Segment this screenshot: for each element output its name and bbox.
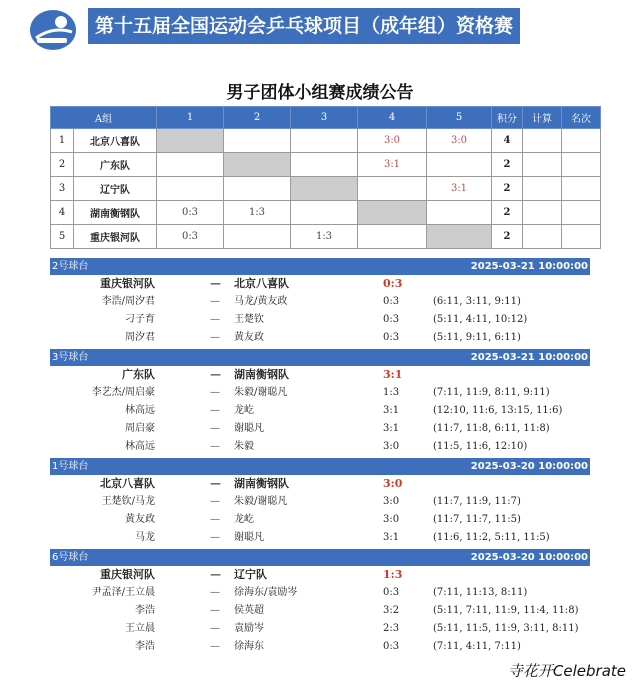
- game-scores: (7:11, 11:13, 8:11): [433, 587, 528, 598]
- game-scores: (5:11, 11:5, 11:9, 3:11, 8:11): [433, 623, 579, 634]
- away-team: 辽宁队: [234, 568, 267, 581]
- dash: —: [210, 441, 220, 452]
- home-player: 周汐君: [125, 332, 155, 343]
- calc-cell: [523, 129, 562, 153]
- home-player: 林高远: [125, 441, 155, 452]
- away-player: 马龙/黄友政: [234, 296, 288, 307]
- match-result: 0:3: [383, 641, 400, 652]
- home-team: 广东队: [122, 368, 155, 381]
- rank-cell: 3: [51, 177, 74, 201]
- place-cell: [562, 129, 601, 153]
- points-cell: 2: [492, 153, 523, 177]
- standings-table: [50, 106, 601, 249]
- away-player: 黄友政: [234, 332, 264, 343]
- team-cell: 重庆银河队: [74, 225, 157, 249]
- away-player: 王楚钦: [234, 314, 264, 325]
- score-cell: [291, 129, 358, 153]
- away-player: 朱毅: [234, 441, 254, 452]
- home-player: 王楚钦/马龙: [101, 496, 155, 507]
- dash: —: [210, 605, 220, 616]
- match-row: [50, 529, 590, 547]
- match-row: [50, 438, 590, 456]
- away-player: 徐海东/袁励岑: [234, 587, 298, 598]
- standings-row: [51, 153, 601, 177]
- standings-row: [51, 177, 601, 201]
- match-row: [50, 384, 590, 402]
- away-player: 袁励岑: [234, 623, 264, 634]
- home-player: 李浩: [135, 605, 155, 616]
- score-cell: [224, 225, 291, 249]
- standings-row: [51, 201, 601, 225]
- col-header-4: 4: [358, 107, 427, 129]
- section-header: [50, 458, 590, 475]
- home-team: 重庆银河队: [100, 568, 155, 581]
- away-player: 朱毅/谢聪凡: [234, 387, 288, 398]
- col-header-2: 2: [224, 107, 291, 129]
- score-cell: 1:3: [224, 201, 291, 225]
- team-result: 0:3: [383, 277, 403, 290]
- rank-cell: 1: [51, 129, 74, 153]
- team-result: 1:3: [383, 568, 403, 581]
- score-cell: [291, 201, 358, 225]
- self-cell: [358, 201, 427, 225]
- dash: —: [210, 496, 220, 507]
- team-result: 3:1: [383, 368, 403, 381]
- dash: —: [210, 641, 220, 652]
- game-scores: (5:11, 7:11, 11:9, 11:4, 11:8): [433, 605, 579, 616]
- match-date: 2025-03-21 10:00:00: [470, 261, 588, 272]
- match-result: 3:0: [383, 496, 400, 507]
- team-cell: 北京八喜队: [74, 129, 157, 153]
- dash: —: [210, 587, 220, 598]
- calc-cell: [523, 201, 562, 225]
- standings-row: [51, 129, 601, 153]
- away-team: 湖南衡钢队: [234, 368, 289, 381]
- col-header-1: 1: [157, 107, 224, 129]
- match-row: [50, 638, 590, 656]
- section-header: [50, 258, 590, 275]
- watermark: 寺花开Celebrate: [507, 662, 626, 680]
- match-result: 0:3: [383, 332, 400, 343]
- self-cell: [224, 153, 291, 177]
- match-date: 2025-03-20 10:00:00: [470, 461, 588, 472]
- rank-cell: 5: [51, 225, 74, 249]
- game-scores: (11:7, 11:9, 11:7): [433, 496, 521, 507]
- match-row: [50, 511, 590, 529]
- game-scores: (11:7, 11:8, 6:11, 11:8): [433, 423, 550, 434]
- game-scores: (7:11, 4:11, 7:11): [433, 641, 521, 652]
- score-cell: 0:3: [157, 201, 224, 225]
- dash: —: [210, 477, 221, 490]
- team-match-row: [50, 366, 590, 384]
- section-header: [50, 349, 590, 366]
- team-cell: 广东队: [74, 153, 157, 177]
- self-cell: [157, 129, 224, 153]
- col-header-rank: 名次: [562, 107, 601, 129]
- match-result: 3:2: [383, 605, 400, 616]
- match-row: [50, 311, 590, 329]
- place-cell: [562, 177, 601, 201]
- match-date: 2025-03-20 10:00:00: [470, 552, 588, 563]
- score-cell: 3:1: [427, 177, 492, 201]
- match-result: 2:3: [383, 623, 400, 634]
- table-label: 1号球台: [52, 461, 89, 472]
- score-cell: [358, 177, 427, 201]
- score-cell: [224, 177, 291, 201]
- rank-cell: 2: [51, 153, 74, 177]
- away-player: 谢聪凡: [234, 423, 264, 434]
- page-subtitle: 男子团体小组赛成绩公告: [226, 83, 414, 103]
- points-cell: 4: [492, 129, 523, 153]
- col-header-3: 3: [291, 107, 358, 129]
- match-result: 3:0: [383, 514, 400, 525]
- points-cell: 2: [492, 177, 523, 201]
- home-player: 马龙: [135, 532, 155, 543]
- game-scores: (11:7, 11:7, 11:5): [433, 514, 521, 525]
- self-cell: [291, 177, 358, 201]
- table-label: 2号球台: [52, 261, 89, 272]
- score-cell: 3:0: [427, 129, 492, 153]
- game-scores: (6:11, 3:11, 9:11): [433, 296, 521, 307]
- table-label: 3号球台: [52, 352, 89, 363]
- match-row: [50, 493, 590, 511]
- match-row: [50, 329, 590, 347]
- dash: —: [210, 314, 220, 325]
- team-result: 3:0: [383, 477, 403, 490]
- col-header-points: 积分: [492, 107, 523, 129]
- away-player: 侯英超: [234, 605, 264, 616]
- dash: —: [210, 623, 220, 634]
- game-scores: (12:10, 11:6, 13:15, 11:6): [433, 405, 563, 416]
- team-match-row: [50, 475, 590, 493]
- place-cell: [562, 153, 601, 177]
- away-player: 龙屹: [234, 514, 254, 525]
- score-cell: [358, 225, 427, 249]
- calc-cell: [523, 153, 562, 177]
- event-title: 第十五届全国运动会乒乓球项目（成年组）资格赛: [88, 8, 520, 44]
- away-player: 龙屹: [234, 405, 254, 416]
- table-label: 6号球台: [52, 552, 89, 563]
- place-cell: [562, 201, 601, 225]
- match-result: 0:3: [383, 587, 400, 598]
- col-header-5: 5: [427, 107, 492, 129]
- team-match-row: [50, 566, 590, 584]
- dash: —: [210, 423, 220, 434]
- match-result: 3:0: [383, 441, 400, 452]
- dash: —: [210, 368, 221, 381]
- score-cell: [157, 153, 224, 177]
- home-team: 重庆银河队: [100, 277, 155, 290]
- games-logo-icon: [28, 8, 78, 52]
- standings-header-row: [51, 107, 601, 129]
- score-cell: 3:0: [358, 129, 427, 153]
- match-row: [50, 602, 590, 620]
- dash: —: [210, 405, 220, 416]
- home-player: 黄友政: [125, 514, 155, 525]
- dash: —: [210, 387, 220, 398]
- score-cell: 0:3: [157, 225, 224, 249]
- home-player: 尹孟泽/王立晨: [91, 587, 155, 598]
- score-cell: [291, 153, 358, 177]
- match-result: 0:3: [383, 314, 400, 325]
- calc-cell: [523, 177, 562, 201]
- rank-cell: 4: [51, 201, 74, 225]
- dash: —: [210, 514, 220, 525]
- home-player: 李艺杰/周启豪: [91, 387, 155, 398]
- home-player: 李浩: [135, 641, 155, 652]
- match-row: [50, 420, 590, 438]
- game-scores: (5:11, 4:11, 10:12): [433, 314, 528, 325]
- match-row: [50, 402, 590, 420]
- away-team: 北京八喜队: [234, 277, 289, 290]
- away-player: 徐海东: [234, 641, 264, 652]
- calc-cell: [523, 225, 562, 249]
- team-match-row: [50, 275, 590, 293]
- match-row: [50, 293, 590, 311]
- match-result: 3:1: [383, 423, 400, 434]
- col-header-calc: 计算: [523, 107, 562, 129]
- score-cell: 1:3: [291, 225, 358, 249]
- dash: —: [210, 277, 221, 290]
- team-cell: 辽宁队: [74, 177, 157, 201]
- match-result: 0:3: [383, 296, 400, 307]
- game-scores: (5:11, 9:11, 6:11): [433, 332, 521, 343]
- home-team: 北京八喜队: [100, 477, 155, 490]
- match-result: 3:1: [383, 532, 400, 543]
- home-player: 周启豪: [125, 423, 155, 434]
- section-header: [50, 549, 590, 566]
- score-cell: [427, 153, 492, 177]
- points-cell: 2: [492, 201, 523, 225]
- game-scores: (11:6, 11:2, 5:11, 11:5): [433, 532, 550, 543]
- match-date: 2025-03-21 10:00:00: [470, 352, 588, 363]
- match-result: 1:3: [383, 387, 400, 398]
- score-cell: 3:1: [358, 153, 427, 177]
- dash: —: [210, 532, 220, 543]
- self-cell: [427, 225, 492, 249]
- away-player: 朱毅/谢聪凡: [234, 496, 288, 507]
- home-player: 李浩/周汐君: [101, 296, 155, 307]
- team-cell: 湖南衡钢队: [74, 201, 157, 225]
- game-scores: (7:11, 11:9, 8:11, 9:11): [433, 387, 550, 398]
- away-player: 谢聪凡: [234, 532, 264, 543]
- page-header: [0, 0, 640, 58]
- home-player: 王立晨: [125, 623, 155, 634]
- points-cell: 2: [492, 225, 523, 249]
- home-player: 刁子育: [125, 314, 155, 325]
- score-cell: [427, 201, 492, 225]
- home-player: 林高远: [125, 405, 155, 416]
- score-cell: [224, 129, 291, 153]
- match-row: [50, 620, 590, 638]
- dash: —: [210, 568, 221, 581]
- place-cell: [562, 225, 601, 249]
- dash: —: [210, 296, 220, 307]
- standings-row: [51, 225, 601, 249]
- score-cell: [157, 177, 224, 201]
- away-team: 湖南衡钢队: [234, 477, 289, 490]
- game-scores: (11:5, 11:6, 12:10): [433, 441, 528, 452]
- match-result: 3:1: [383, 405, 400, 416]
- match-row: [50, 584, 590, 602]
- dash: —: [210, 332, 220, 343]
- group-header: A组: [51, 107, 157, 129]
